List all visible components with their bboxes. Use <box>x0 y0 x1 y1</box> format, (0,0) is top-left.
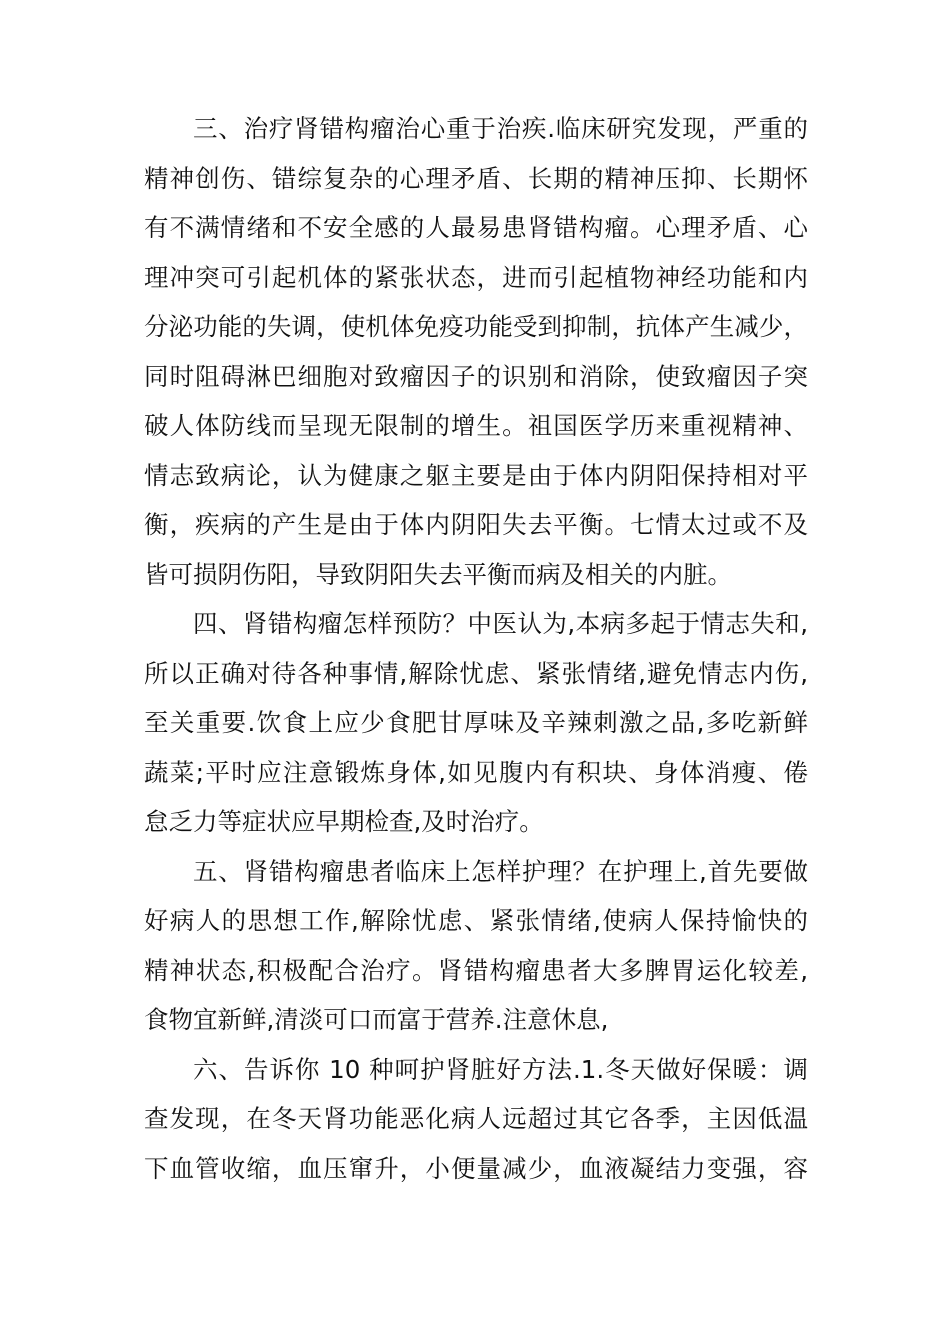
text-line: 三、治疗肾错构瘤治心重于治疾.临床研究发现，严重的 <box>193 114 808 143</box>
paragraph-6-kidney-care-tips <box>144 1045 808 1194</box>
text-line: 至关重要.饮食上应少食肥甘厚味及辛辣刺激之品,多吃新鲜 <box>144 708 808 737</box>
paragraph-4-prevention <box>144 599 808 847</box>
text-line: 食物宜新鲜,清淡可口而富于营养.注意休息, <box>144 1005 609 1034</box>
text-line: 皆可损阴伤阳，导致阴阳失去平衡而病及相关的内脏。 <box>144 559 732 589</box>
text-line: 精神创伤、错综复杂的心理矛盾、长期的精神压抑、长期怀 <box>144 163 808 193</box>
text-line: 同时阻碍淋巴细胞对致瘤因子的识别和消除，使致瘤因子突 <box>144 361 808 391</box>
text-line: 理冲突可引起机体的紧张状态，进而引起植物神经功能和内 <box>144 262 808 292</box>
text-line: 情志致病论，认为健康之躯主要是由于体内阴阳保持相对平 <box>144 460 808 490</box>
document-body <box>144 104 808 1193</box>
text-line: 分泌功能的失调，使机体免疫功能受到抑制，抗体产生减少， <box>144 312 808 341</box>
text-line: 五、肾错构瘤患者临床上怎样护理？在护理上,首先要做 <box>193 856 808 886</box>
text-line: 破人体防线而呈现无限制的增生。祖国医学历来重视精神、 <box>144 411 808 440</box>
text-line: 四、肾错构瘤怎样预防？中医认为,本病多起于情志失和, <box>193 609 808 638</box>
text-line: 蔬菜;平时应注意锻炼身体,如见腹内有积块、身体消瘦、倦 <box>144 757 808 787</box>
paragraph-5-nursing <box>144 847 808 1045</box>
text-line: 有不满情绪和不安全感的人最易患肾错构瘤。心理矛盾、心 <box>144 213 808 242</box>
text-line: 好病人的思想工作,解除忧虑、紧张情绪,使病人保持愉快的 <box>144 906 808 935</box>
text-line: 六、告诉你 10 种呵护肾脏好方法.1.冬天做好保暖：调 <box>193 1054 808 1084</box>
text-line: 查发现，在冬天肾功能恶化病人远超过其它各季，主因低温 <box>144 1104 808 1133</box>
text-line: 衡，疾病的产生是由于体内阴阳失去平衡。七情太过或不及 <box>144 510 808 539</box>
text-line: 下血管收缩，血压窜升，小便量减少，血液凝结力变强，容 <box>144 1153 808 1183</box>
paragraph-3-treatment <box>144 104 808 599</box>
text-line: 怠乏力等症状应早期检查,及时治疗。 <box>144 807 544 836</box>
text-line: 所以正确对待各种事情,解除忧虑、紧张情绪,避免情志内伤, <box>144 658 808 688</box>
text-line: 精神状态,积极配合治疗。肾错构瘤患者大多脾胃运化较差, <box>144 955 808 985</box>
